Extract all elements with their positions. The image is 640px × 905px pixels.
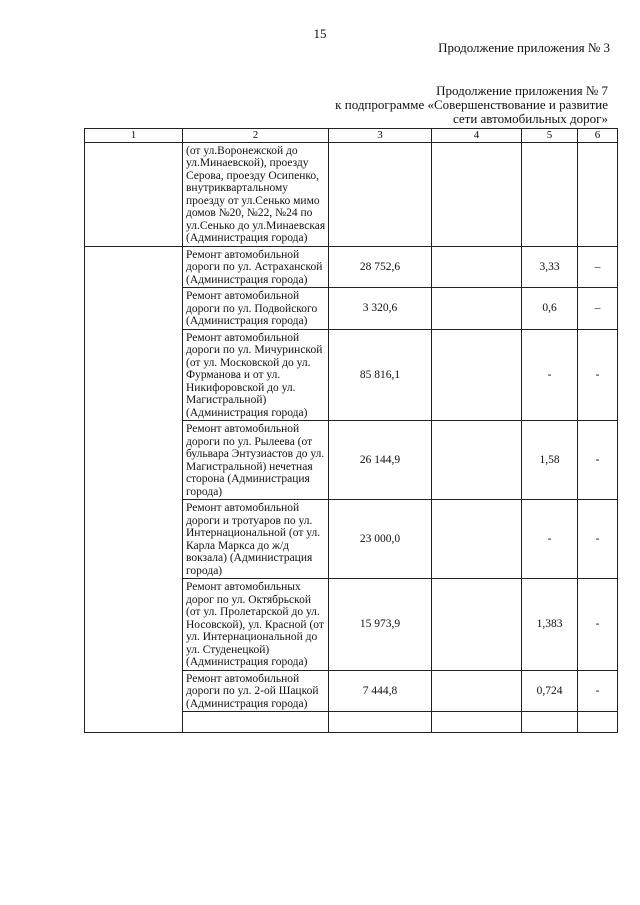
cell-c4 bbox=[432, 246, 522, 288]
cell-blank bbox=[578, 712, 618, 733]
cell-description: Ремонт автомобильной дороги по ул. Астраханской (Администрация города) bbox=[183, 246, 329, 288]
cell-description: Ремонт автомобильной дороги по ул. 2-ой Шацкой (Администрация города) bbox=[183, 670, 329, 712]
cell-c4 bbox=[432, 288, 522, 330]
cell-c6: - bbox=[578, 579, 618, 671]
subprogram-header-line: к подпрограмме «Совершенствование и развитие bbox=[335, 97, 608, 112]
cell-km: 0,724 bbox=[522, 670, 578, 712]
cell-amount: 23 000,0 bbox=[329, 500, 432, 579]
column-header: 5 bbox=[522, 129, 578, 143]
cell-c6: – bbox=[578, 246, 618, 288]
cell-km: 3,33 bbox=[522, 246, 578, 288]
column-header: 3 bbox=[329, 129, 432, 143]
cell-km bbox=[522, 142, 578, 246]
column-header: 1 bbox=[85, 129, 183, 143]
cell-description: Ремонт автомобильной дороги и тротуаров по ул. Интернациональной (от ул. Карла Маркса до ж/д вокзала) (Администрация города) bbox=[183, 500, 329, 579]
cell-c4 bbox=[432, 329, 522, 421]
cell-amount bbox=[329, 142, 432, 246]
cell-amount: 15 973,9 bbox=[329, 579, 432, 671]
column-number-row bbox=[85, 129, 618, 143]
cell-c6: - bbox=[578, 500, 618, 579]
table-row bbox=[85, 142, 618, 246]
cell-c4 bbox=[432, 500, 522, 579]
cell-amount: 26 144,9 bbox=[329, 421, 432, 500]
cell-c6: - bbox=[578, 670, 618, 712]
cell-c4 bbox=[432, 579, 522, 671]
cell-blank bbox=[329, 712, 432, 733]
cell-c4 bbox=[432, 421, 522, 500]
cell-c6: - bbox=[578, 329, 618, 421]
cell-description: Ремонт автомобильной дороги по ул. Рылеева (от бульвара Энтузиастов до ул. Магистральной) нечетная сторона (Администрация города) bbox=[183, 421, 329, 500]
column-header: 4 bbox=[432, 129, 522, 143]
cell-blank bbox=[432, 712, 522, 733]
cell-description: Ремонт автомобильных дорог по ул. Октябрьской (от ул. Пролетарской до ул. Носовской), ул. Красной (от ул. Интернациональной до ул. Студенецкой) (Администрация города) bbox=[183, 579, 329, 671]
cell-km: 1,383 bbox=[522, 579, 578, 671]
subprogram-header-line: сети автомобильных дорог» bbox=[452, 111, 608, 126]
cell-blank bbox=[522, 712, 578, 733]
cell-amount: 7 444,8 bbox=[329, 670, 432, 712]
cell-amount: 85 816,1 bbox=[329, 329, 432, 421]
cell-description: (от ул.Воронежской до ул.Минаевской), проезду Серова, проезду Осипенко, внутриквартальному проезду от ул.Сенько мимо домов №20, №22, №24 по ул.Сенько до ул.Минаевская (Администрация города) bbox=[183, 142, 329, 246]
cell-c4 bbox=[432, 670, 522, 712]
cell-amount: 28 752,6 bbox=[329, 246, 432, 288]
column-header: 6 bbox=[578, 129, 618, 143]
cell-c6: - bbox=[578, 421, 618, 500]
subprogram-header-line: Продолжение приложения № 7 bbox=[436, 83, 608, 98]
cell-c6 bbox=[578, 142, 618, 246]
appendix-header: Продолжение приложения № 3 bbox=[438, 40, 610, 55]
roads-table bbox=[84, 128, 618, 733]
page-number: 15 bbox=[313, 26, 327, 41]
cell-amount: 3 320,6 bbox=[329, 288, 432, 330]
cell-km: 0,6 bbox=[522, 288, 578, 330]
cell-description: Ремонт автомобильной дороги по ул. Подвойского (Администрация города) bbox=[183, 288, 329, 330]
cell-c4 bbox=[432, 142, 522, 246]
table-row bbox=[85, 246, 618, 288]
cell-description: Ремонт автомобильной дороги по ул. Мичуринской (от ул. Московской до ул. Фурманова и от ул. Никифоровской до ул. Магистральной) (Администрация города) bbox=[183, 329, 329, 421]
cell-km: - bbox=[522, 500, 578, 579]
cell-c6: – bbox=[578, 288, 618, 330]
cell-c1 bbox=[85, 142, 183, 246]
subprogram-header bbox=[335, 84, 608, 126]
cell-c1-merged bbox=[85, 246, 183, 733]
cell-blank bbox=[183, 712, 329, 733]
cell-km: 1,58 bbox=[522, 421, 578, 500]
column-header: 2 bbox=[183, 129, 329, 143]
cell-km: - bbox=[522, 329, 578, 421]
